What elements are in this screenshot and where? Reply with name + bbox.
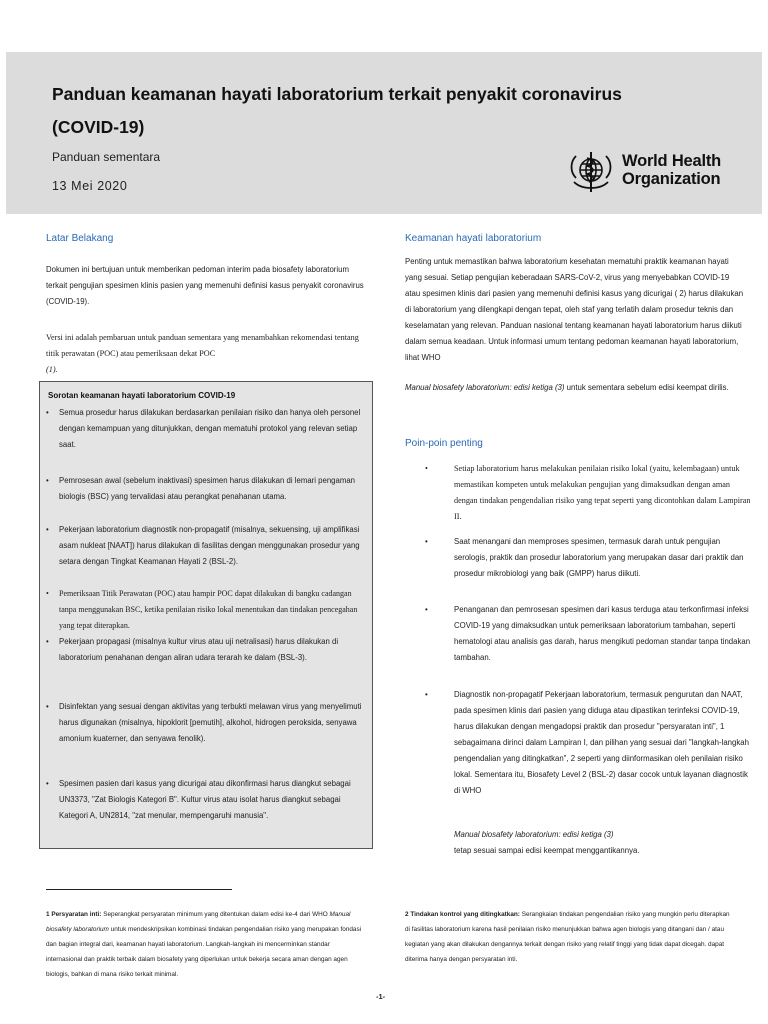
publication-date: 13 Mei 2020 [52, 179, 128, 193]
footnote-1-text: Seperangkat persyaratan minimum yang ditentukan dalam edisi ke-4 dari WHO [101, 911, 330, 918]
highlight-item-text: Semua prosedur harus dilakukan berdasarkan penilaian risiko dan hanya oleh personel dengan kemampuan yang ditunjukkan, dengan mematuhi protokol yang relevan setiap saat. [59, 408, 361, 449]
highlight-item [46, 586, 366, 634]
key-point-item [425, 461, 751, 525]
highlight-item-text: Disinfektan yang sesuai dengan aktivitas yang terbukti melawan virus yang menyelimuti harus digunakan (misalnya, hipoklorit [pemutih], alkohol, hidrogen peroksida, senyawa amonium kuaterner, dan senyawa fenolik). [59, 702, 362, 743]
biosafety-paragraph: Penting untuk memastikan bahwa laboratorium kesehatan mematuhi praktik keamanan hayati yang sesuai. Setiap pengujian keberadaan SARS-CoV-2, virus yang menyebabkan COVID-19 atau spesimen klinis dari pasien yang memenuhi definisi kasus yang dicurigai ( 2) harus dilakukan di laboratorium yang dilengkapi dengan tepat, oleh staf yang terlatih dalam prosedur teknis dan keselamatan yang relevan. Panduan nasional tentang keamanan hayati laboratorium harus diikuti dalam semua keadaan. Untuk informasi umum tentang pedoman keamanan hayati laboratorium, lihat WHO [405, 257, 744, 362]
highlights-box [39, 381, 373, 849]
bullet-icon: • [46, 408, 49, 417]
who-org-name [622, 152, 721, 188]
footnote-2-text: Serangkaian tindakan pengendalian risiko yang mungkin perlu diterapkan di fasilitas laboratorium karena hasil penilaian risiko menunjukkan bahwa agen biologis yang ditangani dan / atau kegiatan yang akan dilakukan dengannya terkait dengan risiko yang relatif tinggi yang tidak dapat dicegah. dapat diterima hanya dengan persyaratan inti. [405, 911, 730, 963]
update-note-text: Versi ini adalah pembaruan untuk panduan sementara yang menambahkan rekomendasi tentang titik perawatan (POC) atau pemeriksaan dekat POC [46, 333, 359, 358]
closing-note [454, 827, 754, 859]
bullet-icon: • [46, 702, 49, 711]
highlight-item [46, 699, 366, 747]
closing-manual-title: Manual biosafety laboratorium: edisi ketiga (3) [454, 830, 614, 839]
bullet-icon: • [46, 637, 49, 646]
highlight-item [46, 634, 366, 666]
footnote-2-label: 2 Tindakan kontrol yang ditingkatkan: [405, 911, 520, 918]
highlight-item [46, 522, 366, 570]
highlight-item [46, 405, 366, 453]
header-band [6, 52, 762, 214]
section-heading-background: Latar Belakang [46, 233, 114, 244]
highlight-item-text: Pekerjaan propagasi (misalnya kultur virus atau uji netralisasi) harus dilakukan di laboratorium penahanan dengan aliran udara terarah ke dalam (BSL-3). [59, 637, 339, 662]
update-note [46, 330, 366, 378]
page-subtitle: Panduan sementara [52, 150, 161, 164]
manual-note-text: untuk sementara sebelum edisi keempat dirilis. [564, 383, 729, 392]
footnote-1-label: 1 Persyaratan inti: [46, 911, 102, 918]
highlight-item [46, 473, 366, 505]
bullet-icon: • [425, 605, 428, 614]
bullet-icon: • [46, 589, 49, 598]
footnote-1-italic: Manual biosafety laboratorium [46, 911, 351, 933]
bullet-icon: • [46, 525, 49, 534]
footnote-1-text-cont: untuk mendeskripsikan kombinasi tindakan pengendalian risiko yang merupakan fondasi dan bagian integral dari, keamanan hayati laboratorium. Langkah-langkah ini mencerminkan standar internasional dan praktik terbaik dalam biosafety yang diperlukan untuk bekerja secara aman dengan agen biologis, bahkan di mana risiko terkait minimal. [46, 926, 362, 978]
page-number: -1- [376, 992, 386, 1001]
highlights-box-title: Sorotan keamanan hayati laboratorium COVID-19 [48, 391, 236, 400]
who-org-line1: World Health [622, 152, 722, 170]
who-org-line2: Organization [622, 170, 721, 188]
section-heading-biosafety: Keamanan hayati laboratorium [405, 233, 542, 244]
key-point-text: Setiap laboratorium harus melakukan penilaian risiko lokal (yaitu, kelembagaan) untuk memastikan kompeten untuk melakukan pengujian yang dimaksudkan dengan aman dengan tindakan pengendalian risiko yang tepat seperti yang dicontohkan dalam Lampiran II. [454, 464, 751, 521]
highlight-item-text: Pemeriksaan Titik Perawatan (POC) atau hampir POC dapat dilakukan di bangku cadangan tanpa menggunakan BSC, ketika penilaian risiko lokal menentukan dan tindakan pencegahan yang tepat diterapkan. [59, 589, 358, 630]
who-logo [564, 148, 734, 194]
key-point-text: Penanganan dan pemrosesan spesimen dari kasus terduga atau terkonfirmasi infeksi COVID-19 yang dimaksudkan untuk pemeriksaan laboratorium tambahan, seperti hematologi atau analisis gas darah, harus mengikuti pedoman standar tanpa tindakan tambahan. [454, 605, 751, 662]
key-point-text: Diagnostik non-propagatif Pekerjaan laboratorium, termasuk pengurutan dan NAAT, pada spesimen klinis dari pasien yang diduga atau dipastikan terinfeksi COVID-19, harus dilakukan dengan mengadopsi praktik dan prosedur "persyaratan inti", 1 sebagaimana dirinci dalam Lampiran I, dan pilihan yang sesuai dari "langkah-langkah pengendalian yang ditingkatkan", 2 seperti yang diinformasikan oleh penilaian risiko lokal. Sementara itu, Biosafety Level 2 (BSL-2) dasar cocok untuk layanan diagnostik di WHO [454, 690, 749, 795]
bullet-icon: • [425, 690, 428, 699]
who-emblem-icon [564, 148, 618, 194]
highlight-item-text: Pekerjaan laboratorium diagnostik non-propagatif (misalnya, sekuensing, uji amplifikasi asam nukleat [NAAT]) harus dilakukan di fasilitas dengan menggunakan prosedur yang setara dengan Tingkat Keamanan Hayati 2 (BSL-2). [59, 525, 360, 566]
page-title: Panduan keamanan hayati laboratorium terkait penyakit coronavirus (COVID-19) [52, 84, 622, 137]
highlight-item-text: Spesimen pasien dari kasus yang dicurigai atau dikonfirmasi harus diangkut sebagai UN3373, "Zat Biologis Kategori B". Kultur virus atau isolat harus diangkut sebagai Kategori A, UN2814, "zat menular, mempengaruhi manusia". [59, 779, 351, 820]
section-heading-key-points: Poin-poin penting [405, 438, 483, 449]
closing-note-text: tetap sesuai sampai edisi keempat menggantikannya. [454, 846, 640, 855]
bullet-icon: • [46, 476, 49, 485]
intro-paragraph: Dokumen ini bertujuan untuk memberikan pedoman interim pada biosafety laboratorium terkait pengujian spesimen klinis pasien yang memenuhi definisi kasus penyakit coronavirus (COVID-19). [46, 265, 364, 306]
bullet-icon: • [46, 779, 49, 788]
update-note-ref: (1). [46, 365, 58, 374]
manual-title: Manual biosafety laboratorium: edisi ketiga (3) [405, 383, 565, 392]
key-point-item [425, 687, 751, 799]
bullet-icon: • [425, 537, 428, 546]
footnote-2 [405, 907, 735, 967]
bullet-icon: • [425, 464, 428, 473]
highlight-item-text: Pemrosesan awal (sebelum inaktivasi) spesimen harus dilakukan di lemari pengaman biologis (BSC) yang tervalidasi atau perangkat penahanan utama. [59, 476, 355, 501]
footnote-1 [46, 907, 364, 982]
key-point-item [425, 534, 751, 582]
footnote-divider [46, 889, 232, 890]
key-point-item [425, 602, 751, 666]
biosafety-manual-note [405, 380, 745, 396]
highlight-item [46, 776, 366, 824]
key-point-text: Saat menangani dan memproses spesimen, termasuk darah untuk pengujian serologis, praktik dan prosedur laboratorium yang merupakan dasar dari praktik dan prosedur mikrobiologi yang baik (GMPP) harus diikuti. [454, 537, 744, 578]
